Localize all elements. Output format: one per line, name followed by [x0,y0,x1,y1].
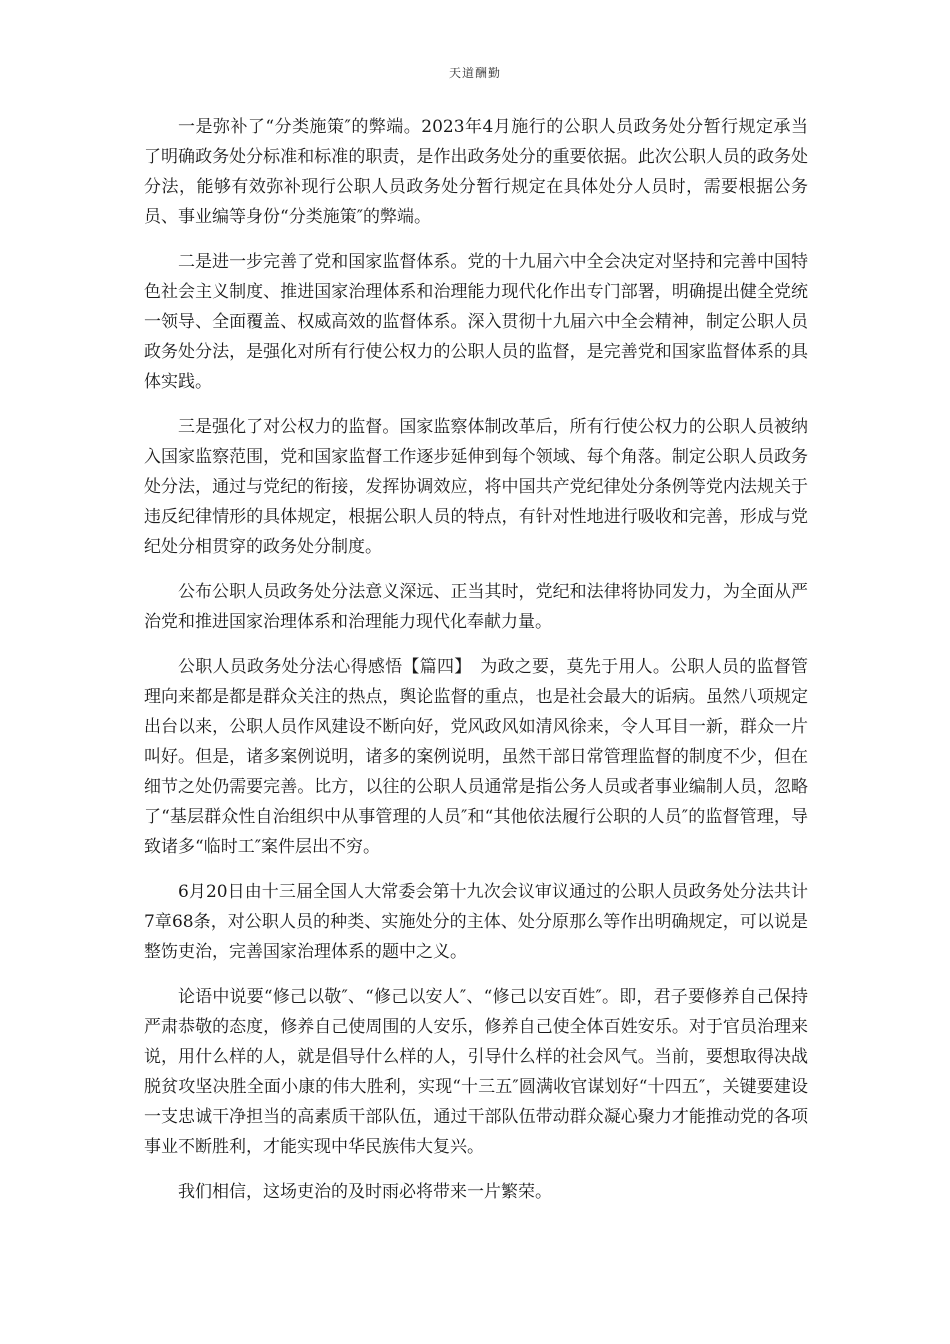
paragraph-7: 论语中说要“修己以敬″、“修己以安人″、“修己以安百姓″。即，君子要修养自己保持严肃恭敬的态度，修养自己使周围的人安乐，修养自己使全体百姓安乐。对于官员治理来说，用什么样的人，就是倡导什么样的人，引导什么样的社会风气。当前，要想取得决战脱贫攻坚决胜全面小康的伟大胜利，实现“十三五″圆满收官谋划好“十四五″，关键要建设一支忠诚干净担当的高素质干部队伍，通过干部队伍带动群众凝心聚力才能推动党的各项事业不断胜利，才能实现中华民族伟大复兴。 [144,987,808,1157]
paragraph-1: 一是弥补了“分类施策″的弊端。2023年4月施行的公职人员政务处分暂行规定承当了明确政务处分标准和标准的职责，是作出政务处分的重要依据。此次公职人员的政务处分法，能够有效弥补现行公职人员政务处分暂行规定在具体处分人员时，需要根据公务员、事业编等身份“分类施策″的弊端。 [144,117,808,227]
page-header: 天道酬勤 [448,66,501,80]
paragraph-8: 我们相信，这场吏治的及时雨必将带来一片繁荣。 [178,1182,552,1202]
paragraph-5: 公职人员政务处分法心得感悟【篇四】 为政之要，莫先于用人。公职人员的监督管理向来都是都是群众关注的热点，舆论监督的重点，也是社会最大的诟病。虽然八项规定出台以来，公职人员作风建设不断向好，党风政风如清风徐来，令人耳目一新，群众一片叫好。但是，诸多案例说明，诸多的案例说明，虽然干部日常管理监督的制度不少，但在细节之处仍需要完善。比方，以往的公职人员通常是指公务人员或者事业编制人员，忽略了“基层群众性自治组织中从事管理的人员″和“其他依法履行公职的人员″的监督管理，导致诸多“临时工″案件层出不穷。 [144,657,808,857]
document-body [144,112,808,1222]
paragraph-4: 公布公职人员政务处分法意义深远、正当其时，党纪和法律将协同发力，为全面从严治党和推进国家治理体系和治理能力现代化奉献力量。 [144,582,808,632]
paragraph-3: 三是强化了对公权力的监督。国家监察体制改革后，所有行使公权力的公职人员被纳入国家监察范围，党和国家监督工作逐步延伸到每个领域、每个角落。制定公职人员政务处分法，通过与党纪的衔接，发挥协调效应，将中国共产党纪律处分条例等党内法规关于违反纪律情形的具体规定，根据公职人员的特点，有针对性地进行吸收和完善，形成与党纪处分相贯穿的政务处分制度。 [144,417,808,557]
paragraph-6: 6月20日由十三届全国人大常委会第十九次会议审议通过的公职人员政务处分法共计7章68条，对公职人员的种类、实施处分的主体、处分原那么等作出明确规定，可以说是整饬吏治，完善国家治理体系的题中之义。 [144,882,808,962]
paragraph-2: 二是进一步完善了党和国家监督体系。党的十九届六中全会决定对坚持和完善中国特色社会主义制度、推进国家治理体系和治理能力现代化作出专门部署，明确提出健全党统一领导、全面覆盖、权威高效的监督体系。深入贯彻十九届六中全会精神，制定公职人员政务处分法，是强化对所有行使公权力的公职人员的监督，是完善党和国家监督体系的具体实践。 [144,252,808,392]
